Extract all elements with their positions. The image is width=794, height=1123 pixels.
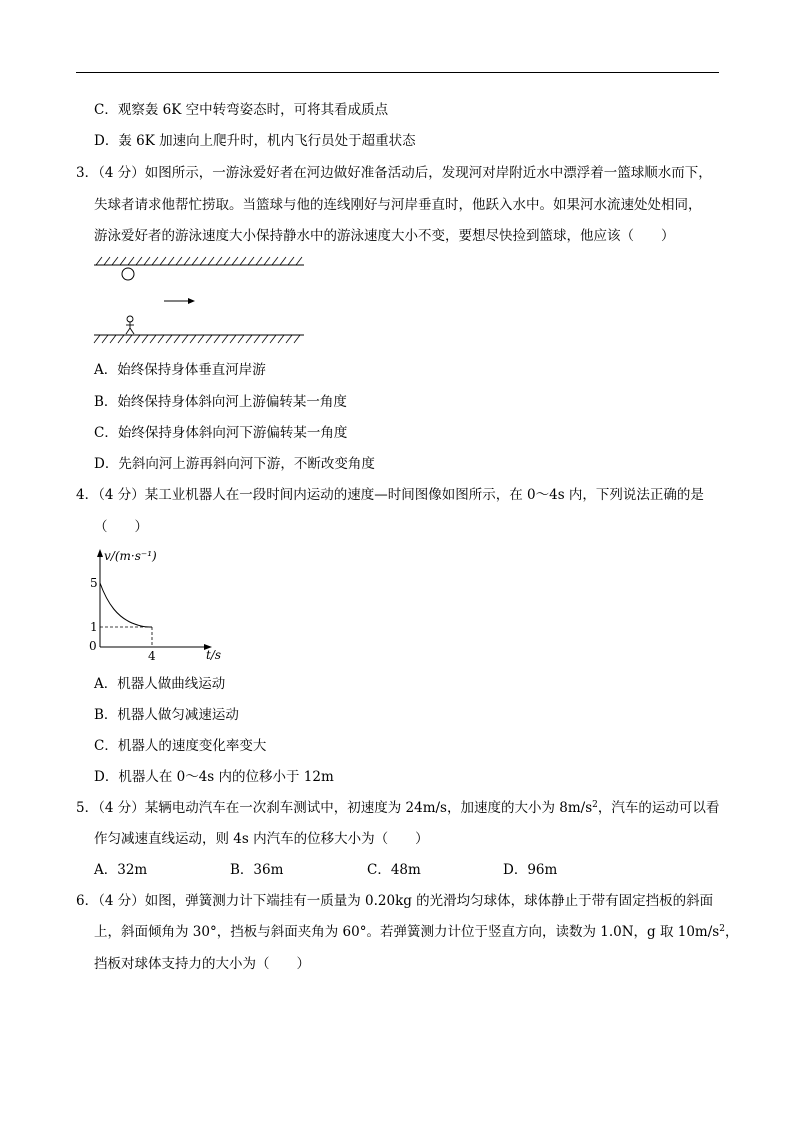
q6-stem-line2 (94, 923, 738, 941)
swimmer-icon (126, 316, 134, 334)
q5-stem-line2: 作匀减速直线运动，则 4s 内汽车的位移大小为（ ） (94, 831, 429, 847)
q5-stem-line1 (76, 799, 719, 817)
y-axis-label: v/(m·s⁻¹) (104, 549, 157, 563)
x-axis-label: t/s (206, 648, 222, 662)
velocity-time-graph (86, 543, 236, 665)
q6-stem-line3: 挡板对球体支持力的大小为（ ） (94, 956, 310, 972)
header-rule (76, 72, 719, 73)
q5-option-d: D．96m (503, 862, 558, 878)
q4-option-b: B．机器人做匀减速运动 (94, 707, 239, 723)
q3-stem-line1: 3．（4 分）如图所示，一游泳爱好者在河边做好准备活动后，发现河对岸附近水中漂浮着一篮球顺水而下， (76, 165, 712, 181)
basketball-icon (122, 268, 134, 280)
q5-option-a: A．32m (94, 862, 148, 878)
q3-option-a: A．始终保持身体垂直河岸游 (94, 362, 266, 378)
y-tick-1: 1 (90, 620, 98, 634)
q3-option-d: D．先斜向河上游再斜向河下游，不断改变角度 (94, 456, 375, 472)
velocity-curve (100, 583, 152, 627)
q4-option-c: C．机器人的速度变化率变大 (94, 738, 267, 754)
q5-option-b: B．36m (230, 862, 284, 878)
q2-option-d: D．轰 6K 加速向上爬升时，机内飞行员处于超重状态 (94, 133, 416, 149)
origin-label: 0 (89, 639, 97, 653)
q5-superscript: 2 (592, 800, 598, 810)
q4-stem-line2: （ ） (94, 519, 148, 535)
q6-stem-line1: 6．（4 分）如图，弹簧测力计下端挂有一质量为 0.20kg 的光滑均匀球体，球体静止于带有固定挡板的斜面 (76, 893, 714, 909)
river-diagram (92, 253, 308, 347)
q4-stem-line1: 4．（4 分）某工业机器人在一段时间内运动的速度—时间图像如图所示，在 0～4s 内，下列说法正确的是 (76, 487, 704, 503)
q6-stem-text-tail: ， (724, 924, 739, 940)
q5-option-c: C．48m (367, 862, 421, 878)
q4-option-d: D．机器人在 0～4s 内的位移小于 12m (94, 769, 334, 785)
q3-stem-line2: 失球者请求他帮忙捞取。当篮球与他的连线刚好与河岸垂直时，他跃入水中。如果河水流速处处相同， (94, 197, 702, 213)
q3-option-c: C．始终保持身体斜向河下游偏转某一角度 (94, 425, 348, 441)
q6-superscript: 2 (719, 924, 725, 934)
q3-stem-line3: 游泳爱好者的游泳速度大小保持静水中的游泳速度大小不变，要想尽快捡到篮球，他应该（ ） (94, 228, 675, 244)
flow-arrow-icon (188, 298, 195, 304)
y-tick-5: 5 (90, 576, 98, 590)
q2-option-c: C．观察轰 6K 空中转弯姿态时，可将其看成质点 (94, 102, 389, 118)
q6-stem-text: 上，斜面倾角为 30°，挡板与斜面夹角为 60°。若弹簧测力计位于竖直方向，读数为 1.0N，g 取 10m/s (94, 924, 720, 940)
q5-stem-text: 5．（4 分）某辆电动汽车在一次刹车测试中，初速度为 24m/s，加速度的大小为 8m/s (76, 800, 593, 816)
x-tick-4: 4 (148, 649, 156, 663)
q4-option-a: A．机器人做曲线运动 (94, 676, 226, 692)
q5-stem-text-tail: ，汽车的运动可以看 (597, 800, 720, 816)
q3-option-b: B．始终保持身体斜向河上游偏转某一角度 (94, 394, 347, 410)
